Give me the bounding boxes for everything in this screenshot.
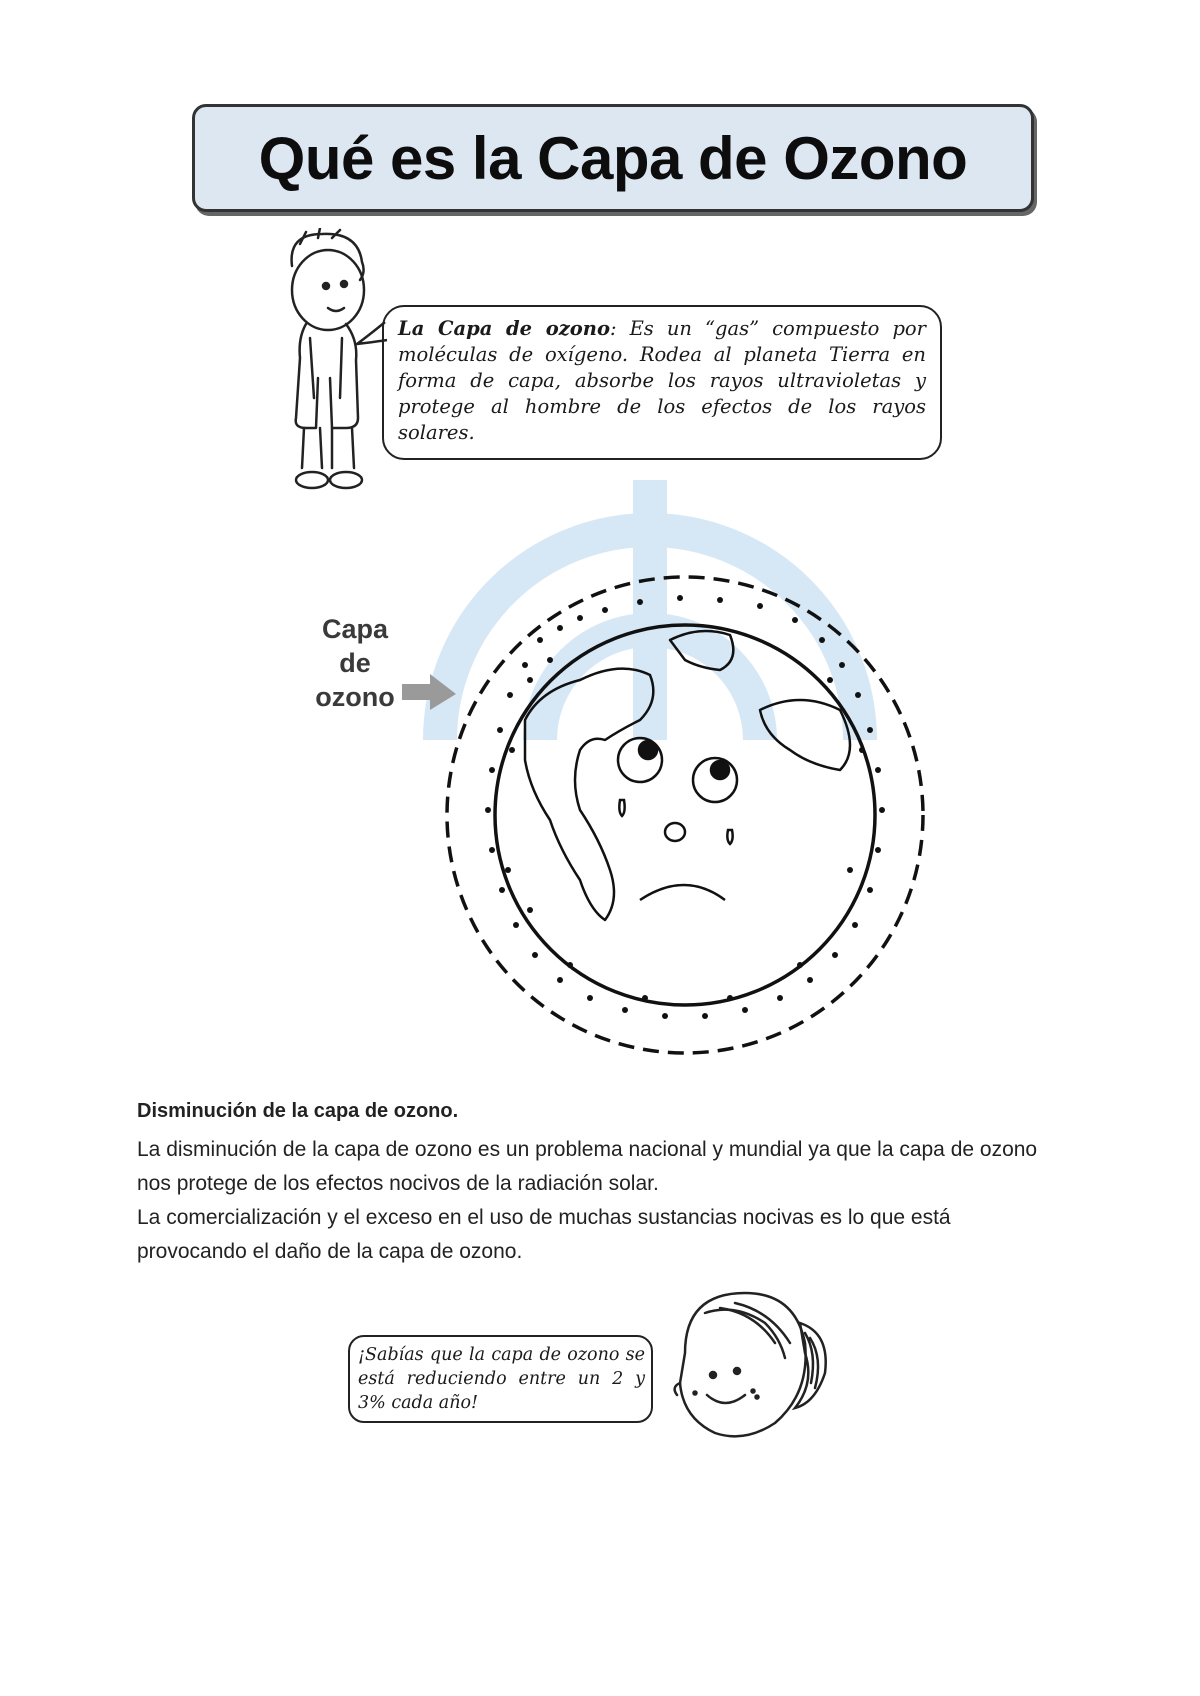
ozone-label-line: ozono <box>315 682 395 712</box>
title-banner <box>192 104 1034 212</box>
arrow-icon <box>400 672 460 712</box>
decrease-section <box>137 1100 1057 1269</box>
section-heading: Disminución de la capa de ozono. <box>137 1100 459 1122</box>
section-paragraph: La disminución de la capa de ozono es un problema nacional y mundial ya que la capa de ozono nos protege de los efectos nocivos de la radiación solar. <box>137 1138 1038 1195</box>
definition-text: : Es un “gas” compuesto por moléculas de oxígeno. Rodea al planeta Tierra en forma de capa, absorbe los rayos ultravioletas y protege al hombre de los efectos de los rayos solares. <box>398 317 926 444</box>
ozone-label-line: Capa <box>321 614 389 644</box>
definition-bubble <box>382 305 942 460</box>
girl-illustration <box>665 1283 835 1453</box>
ozone-label-line: de <box>339 648 371 678</box>
definition-term: La Capa de ozono <box>398 317 610 340</box>
ozone-layer-label <box>300 612 410 714</box>
section-paragraph: La comercialización y el exceso en el uso de muchas sustancias nocivas es lo que está provocando el daño de la capa de ozono. <box>137 1206 951 1263</box>
fact-bubble: ¡Sabías que la capa de ozono se está reduciendo entre un 2 y 3% cada año! <box>348 1335 653 1423</box>
earth-ozone-diagram <box>430 570 940 1060</box>
page-title: Qué es la Capa de Ozono <box>258 124 968 192</box>
